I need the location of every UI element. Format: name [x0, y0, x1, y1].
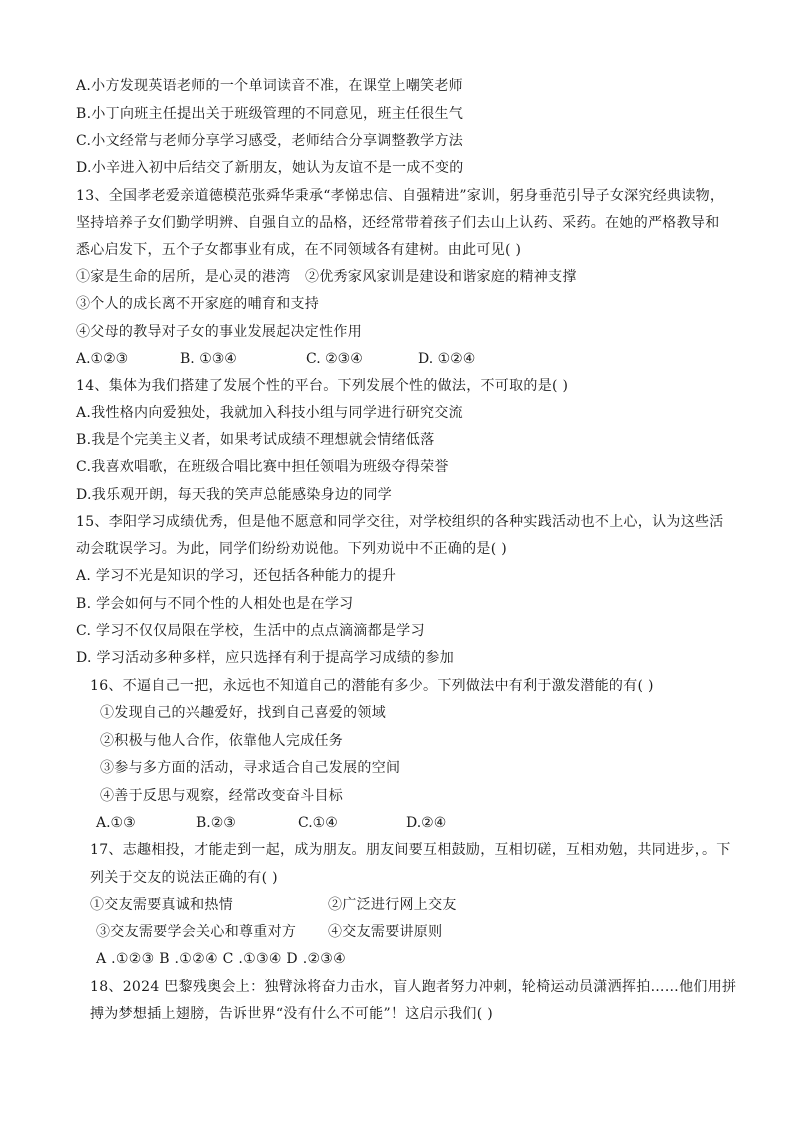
- q15-option-c: C. 学习不仅仅局限在学校，生活中的点点滴滴都是学习: [76, 623, 425, 639]
- q16-option-a: A.①③: [96, 815, 136, 831]
- q17-options: A .①②③ B .①②④ C .①③④ D .②③④: [96, 951, 346, 967]
- q13-option-a: A.①②③: [76, 351, 129, 367]
- q13-option-d: D. ①②④: [418, 351, 476, 367]
- q15-option-a: A. 学习不光是知识的学习，还包括各种能力的提升: [76, 568, 397, 584]
- q13-stem-line-3: 悉心启发下，五个子女都事业有成，在不同领域各有建树。由此可见( ): [76, 242, 522, 258]
- q17-item-4: ④交友需要讲原则: [328, 924, 443, 940]
- q16-item-4: ④善于反思与观察，经常改变奋斗目标: [100, 788, 344, 804]
- q17-item-1: ①交友需要真诚和热情: [90, 897, 233, 913]
- q16-item-3: ③参与多方面的活动，寻求适合自己发展的空间: [100, 760, 401, 776]
- q16-option-b: B.②③: [196, 815, 236, 831]
- q16-item-1: ①发现自己的兴趣爱好，找到自己喜爱的领域: [100, 705, 386, 721]
- q15-stem-line-1: 15、李阳学习成绩优秀，但是他不愿意和同学交往，对学校组织的各种实践活动也不上心，认为这些活: [76, 514, 724, 530]
- q13-item-3: ③个人的成长离不开家庭的哺育和支持: [76, 296, 320, 312]
- q17-stem-line-1: 17、志趣相投，才能走到一起，成为朋友。朋友间要互相鼓励，互相切磋，互相劝勉，共同进步，。下: [90, 842, 731, 858]
- q12-option-c: C.小文经常与老师分享学习感受，老师结合分享调整教学方法: [76, 133, 464, 149]
- q13-item-1: ①家是生命的居所，是心灵的港湾: [76, 269, 291, 285]
- q13-stem-line-2: 坚持培养子女们勤学明辨、自强自立的品格，还经常带着孩子们去山上认药、采药。在她的严格教导和: [76, 215, 720, 231]
- q14-option-b: B.我是个完美主义者，如果考试成绩不理想就会情绪低落: [76, 432, 435, 448]
- q13-item-4: ④父母的教导对子女的事业发展起决定性作用: [76, 324, 362, 340]
- q17-item-2: ②广泛进行网上交友: [328, 897, 457, 913]
- q12-option-b: B.小丁向班主任提出关于班级管理的不同意见，班主任很生气: [76, 106, 464, 122]
- q13-options: [76, 349, 636, 369]
- q16-option-c: C.①④: [298, 815, 338, 831]
- q13-stem-line-1: 13、全国孝老爱亲道德模范张舜华秉承“孝悌忠信、自强精进”家训，躬身垂范引导子女深究经典读物，: [76, 188, 725, 204]
- q13-option-c: C. ②③④: [306, 351, 363, 367]
- q18-stem-line-1: 18、2024 巴黎残奥会上：独臂泳将奋力击水，盲人跑者努力冲刺，轮椅运动员潇洒挥拍……他们用拼: [90, 979, 737, 995]
- q12-option-a: A.小方发现英语老师的一个单词读音不准，在课堂上嘲笑老师: [76, 78, 463, 94]
- q16-item-2: ②积极与他人合作，依靠他人完成任务: [100, 733, 344, 749]
- q15-option-d: D. 学习活动多种多样，应只选择有利于提高学习成绩的参加: [76, 650, 455, 666]
- q17-item-3: ③交友需要学会关心和尊重对方: [96, 924, 297, 940]
- q14-option-c: C.我喜欢唱歌，在班级合唱比赛中担任领唱为班级夺得荣誉: [76, 459, 449, 475]
- q12-option-d: D.小辛进入初中后结交了新朋友，她认为友谊不是一成不变的: [76, 160, 464, 176]
- q16-options: [96, 813, 556, 833]
- q15-stem-line-2: 动会耽误学习。为此，同学们纷纷劝说他。下列劝说中不正确的是( ): [76, 541, 507, 557]
- q14-stem: 14、集体为我们搭建了发展个性的平台。下列发展个性的做法，不可取的是( ): [76, 378, 569, 394]
- q17-stem-line-2: 列关于交友的说法正确的有( ): [90, 870, 278, 886]
- q13-option-b: B. ①③④: [180, 351, 237, 367]
- q14-option-a: A.我性格内向爱独处，我就加入科技小组与同学进行研究交流: [76, 405, 463, 421]
- q18-stem-line-2: 搏为梦想插上翅膀，告诉世界“没有什么不可能”！这启示我们( ): [90, 1006, 493, 1022]
- q14-option-d: D.我乐观开朗，每天我的笑声总能感染身边的同学: [76, 487, 393, 503]
- q16-stem: 16、不逼自己一把，永远也不知道自己的潜能有多少。下列做法中有利于激发潜能的有( ): [90, 678, 654, 694]
- q16-option-d: D.②④: [406, 815, 447, 831]
- q15-option-b: B. 学会如何与不同个性的人相处也是在学习: [76, 596, 354, 612]
- q13-item-2: ②优秀家风家训是建设和谐家庭的精神支撑: [305, 269, 577, 285]
